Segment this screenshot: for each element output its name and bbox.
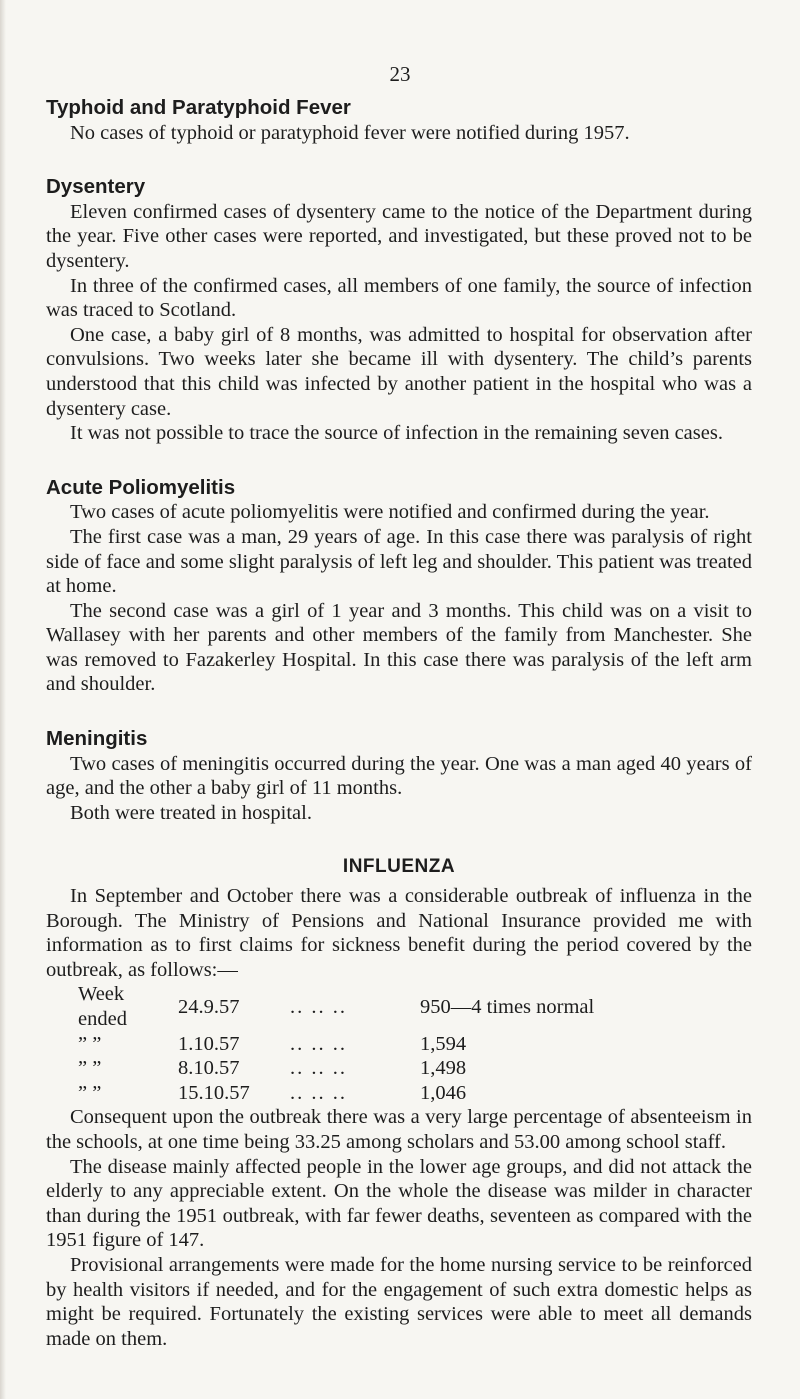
paragraph: One case, a baby girl of 8 months, was admitted to hospital for observation after convulsions. Two weeks later she became ill with dysentery. The child’s parents understood that this child was infected by another patient in the hospital who was a dysentery case. xyxy=(46,323,752,420)
week-label: ” ” xyxy=(78,1032,102,1055)
claims-value: 1,594 xyxy=(420,1032,467,1055)
paragraph: In three of the confirmed cases, all members of one family, the source of infection was traced to Scotland. xyxy=(46,274,752,322)
leader-dots: .. .. .. xyxy=(290,1057,347,1080)
claims-value: 1,498 xyxy=(420,1057,467,1080)
section-meningitis xyxy=(46,727,752,825)
paragraph: The disease mainly affected people in the lower age groups, and did not attack the elderly to any appreciable extent. On the whole the disease was milder in character than during the 1951 outbreak, with far fewer deaths, seventeen as compared with the 1951 figure of 147. xyxy=(46,1155,752,1252)
week-date: 15.10.57 xyxy=(178,1081,250,1104)
paragraph: Two cases of meningitis occurred during the year. One was a man aged 40 years of age, and the other a baby girl of 11 months. xyxy=(46,752,752,800)
page-number: 23 xyxy=(389,62,411,86)
page-content xyxy=(46,96,752,1381)
paragraph: The first case was a man, 29 years of age. In this case there was paralysis of right side of face and some slight paralysis of left leg and shoulder. This patient was treated at home. xyxy=(46,525,752,598)
week-date: 24.9.57 xyxy=(178,995,240,1018)
paragraph: It was not possible to trace the source of infection in the remaining seven cases. xyxy=(70,422,723,445)
week-label: ” ” xyxy=(78,1057,102,1080)
claims-value: 1,046 xyxy=(420,1081,467,1104)
paragraph: Consequent upon the outbreak there was a very large percentage of absenteeism in the schools, at one time being 33.25 among scholars and 53.00 among school staff. xyxy=(46,1106,752,1153)
table-row xyxy=(78,1081,594,1106)
claims-value: 950—4 times normal xyxy=(420,995,595,1018)
week-label: Week ended xyxy=(78,983,127,1030)
leader-dots: .. .. .. xyxy=(290,1032,347,1055)
section-heading: Typhoid and Paratyphoid Fever xyxy=(46,96,351,119)
page-edge-shadow xyxy=(0,0,6,1399)
section-poliomyelitis xyxy=(46,476,752,697)
paragraph: In September and October there was a considerable outbreak of influenza in the Borough. The Ministry of Pensions and National Insurance provided me with information as to first claims for sickness benefit during the period covered by the outbreak, as follows:— xyxy=(46,885,752,981)
paragraph: Eleven confirmed cases of dysentery came to the notice of the Department during the year. Five other cases were reported, and investigated, but these proved not to be dysentery. xyxy=(46,200,752,272)
section-heading: INFLUENZA xyxy=(342,856,456,878)
paragraph: Provisional arrangements were made for the home nursing service to be reinforced by health visitors if needed, and for the engagement of such extra domestic helps as might be required. Fortunately the existing services were able to meet all demands made on them. xyxy=(46,1253,752,1350)
sickness-claims-table xyxy=(78,982,594,1105)
week-date: 8.10.57 xyxy=(178,1057,240,1080)
section-heading: Dysentery xyxy=(46,175,146,199)
paragraph: Both were treated in hospital. xyxy=(70,801,312,824)
table-row xyxy=(78,1056,594,1081)
leader-dots: .. .. .. xyxy=(290,1081,347,1104)
section-typhoid xyxy=(46,96,752,145)
section-dysentery xyxy=(46,175,752,446)
week-date: 1.10.57 xyxy=(178,1032,240,1055)
section-influenza xyxy=(46,855,752,1351)
section-heading: Meningitis xyxy=(46,727,148,751)
paragraph: The second case was a girl of 1 year and 3 months. This child was on a visit to Wallasey with her parents and other members of the family from Manchester. She was removed to Fazakerley Hospital. In this case there was paralysis of the left arm and shoulder. xyxy=(46,599,752,696)
table-row xyxy=(78,982,594,1031)
section-heading: Acute Poliomyelitis xyxy=(46,475,236,499)
leader-dots: .. .. .. xyxy=(290,995,347,1018)
paragraph: Two cases of acute poliomyelitis were notified and confirmed during the year. xyxy=(70,501,710,524)
table-row xyxy=(78,1032,594,1057)
week-label: ” ” xyxy=(78,1081,102,1104)
paragraph: No cases of typhoid or paratyphoid fever were notified during 1957. xyxy=(70,121,630,144)
